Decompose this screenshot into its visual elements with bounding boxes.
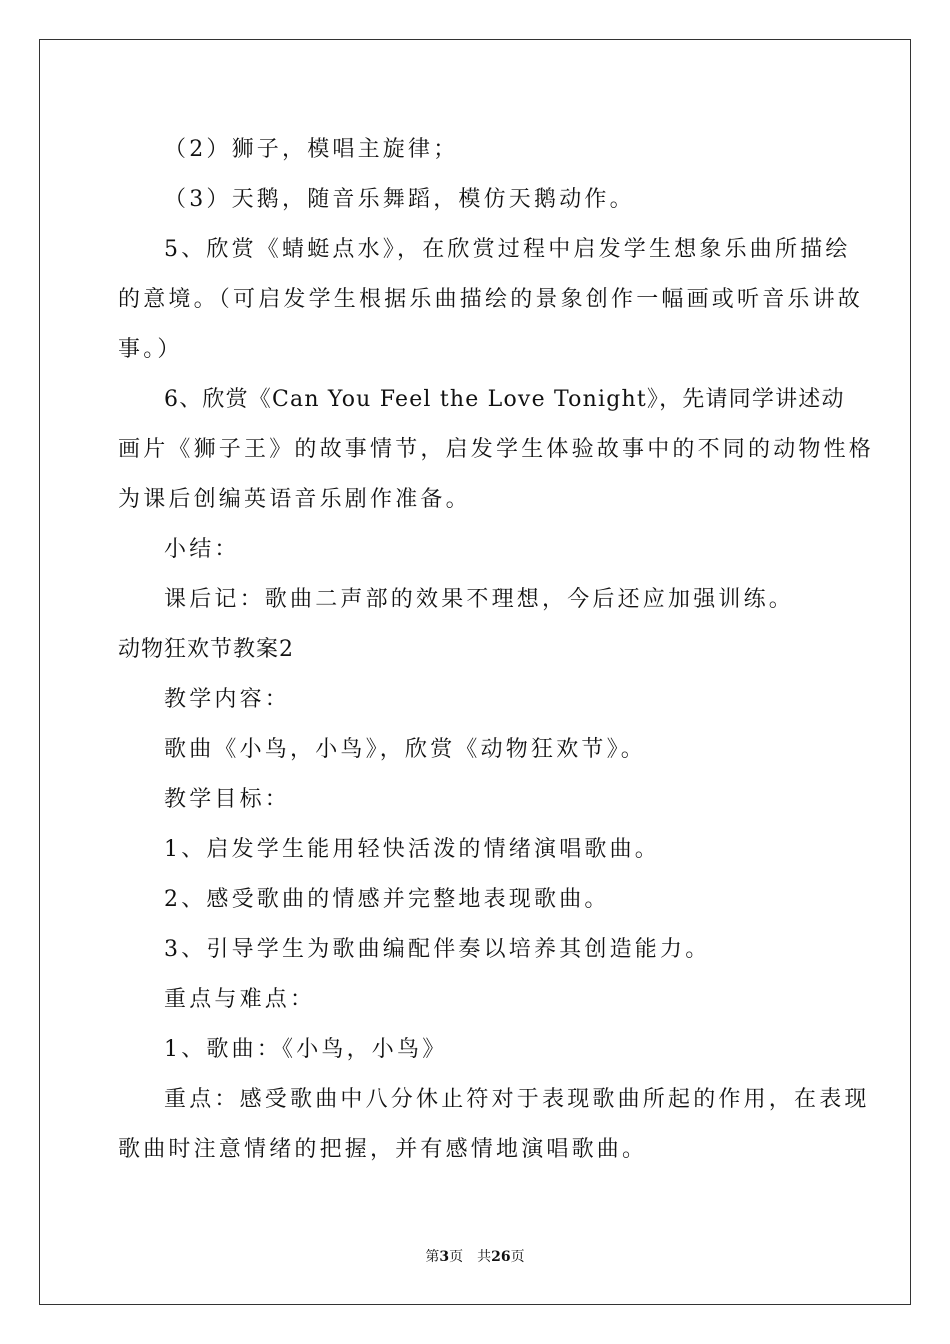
- total-pages: 26: [491, 1249, 511, 1265]
- paragraph-line: 画片《狮子王》的故事情节，启发学生体验故事中的不同的动物性格: [118, 437, 875, 462]
- paragraph-line: 的意境。（可启发学生根据乐曲描绘的景象创作一幅画或听音乐讲故: [118, 287, 864, 312]
- paragraph-line: 教学目标：: [164, 787, 291, 812]
- paragraph-line: 6、欣赏《Can You Feel the Love Tonight》，先请同学讲述动: [164, 387, 845, 412]
- total-prefix: 共: [477, 1249, 492, 1265]
- paragraph-line: 歌曲时注意情绪的把握，并有感情地演唱歌曲。: [118, 1137, 648, 1162]
- paragraph-line: 教学内容：: [164, 687, 291, 712]
- paragraph-line: 1、歌曲：《小鸟，小鸟》: [164, 1037, 448, 1062]
- paragraph-line: 3、引导学生为歌曲编配伴奏以培养其创造能力。: [164, 937, 711, 962]
- paragraph-line: 事。）: [118, 337, 183, 362]
- paragraph-line: （3）天鹅，随音乐舞蹈，模仿天鹅动作。: [164, 187, 635, 212]
- paragraph-line: 歌曲《小鸟，小鸟》，欣赏《动物狂欢节》。: [164, 737, 647, 762]
- total-suffix: 页: [510, 1249, 525, 1265]
- page-footer: [0, 1247, 950, 1267]
- paragraph-line: 1、启发学生能用轻快活泼的情绪演唱歌曲。: [164, 837, 660, 862]
- paragraph-line: 重点：感受歌曲中八分休止符对于表现歌曲所起的作用，在表现: [164, 1087, 870, 1112]
- paragraph-line: 小结：: [164, 537, 240, 562]
- paragraph-line: 2、感受歌曲的情感并完整地表现歌曲。: [164, 887, 610, 912]
- page-prefix: 第: [425, 1249, 440, 1265]
- paragraph-line: （2）狮子，模唱主旋律；: [164, 137, 459, 162]
- page-number: 3: [439, 1249, 450, 1265]
- section-heading: 动物狂欢节教案2: [118, 637, 294, 662]
- page-border: [39, 39, 911, 1305]
- paragraph-line: 课后记：歌曲二声部的效果不理想，今后还应加强训练。: [164, 587, 795, 612]
- paragraph-line: 重点与难点：: [164, 987, 316, 1012]
- paragraph-line: 为课后创编英语音乐剧作准备。: [118, 487, 471, 512]
- page-suffix: 页: [449, 1249, 464, 1265]
- paragraph-line: 5、欣赏《蜻蜓点水》，在欣赏过程中启发学生想象乐曲所描绘: [164, 237, 851, 262]
